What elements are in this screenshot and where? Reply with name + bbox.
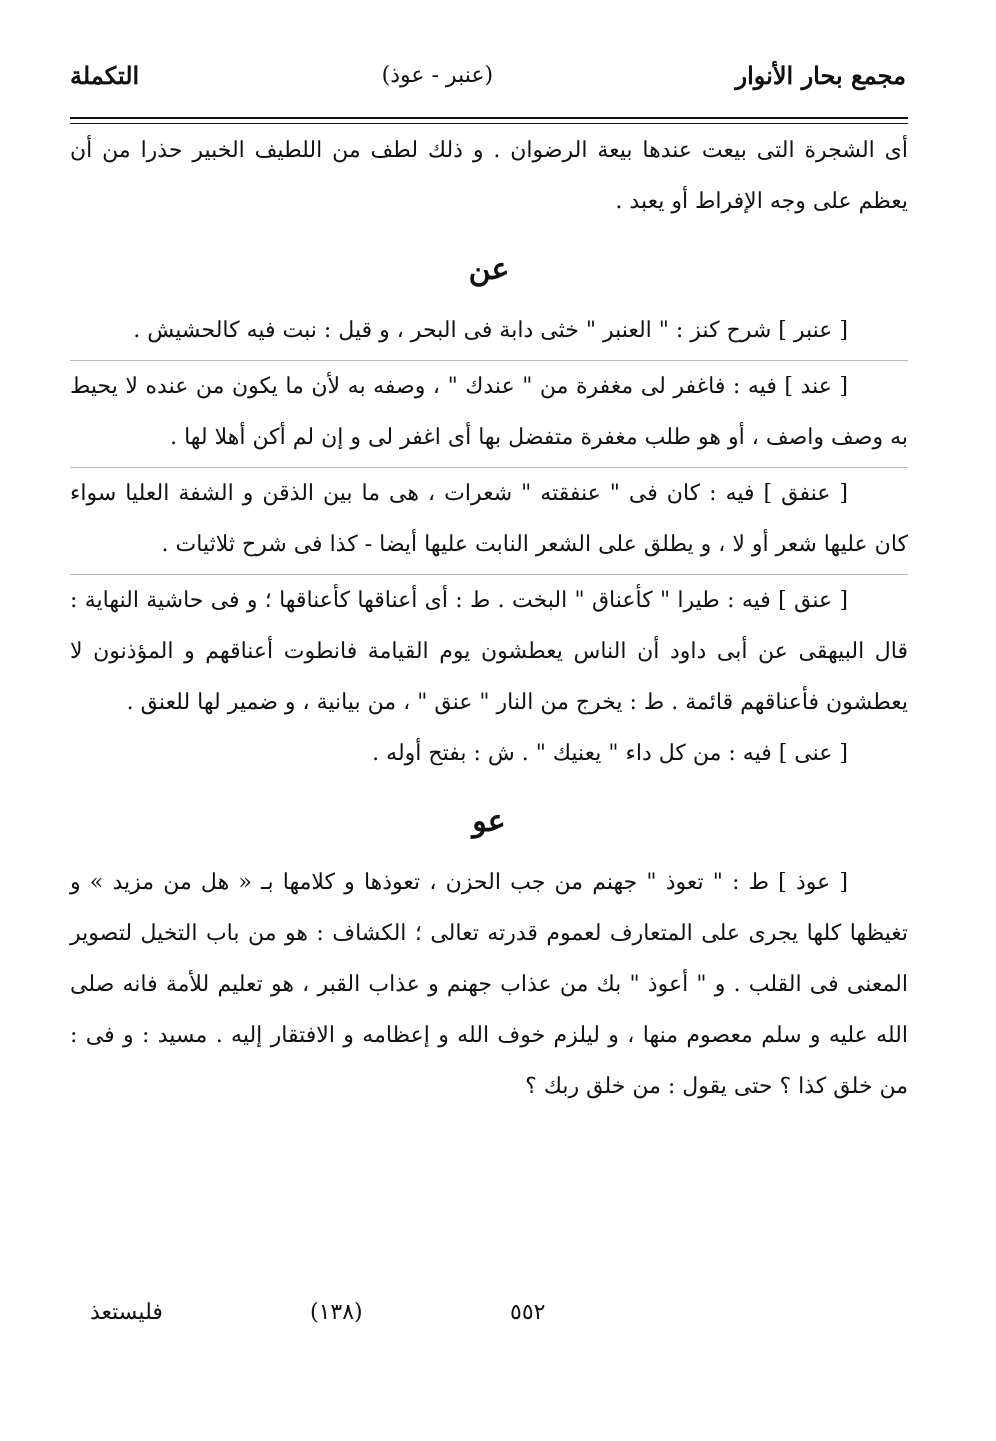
entry-anbar: [ عنبر ] شرح كنز : " العنبر " خثى دابة فى البحر ، و قيل : نبت فيه كالحشيش .	[133, 318, 848, 343]
section-heading-an: عن	[468, 252, 510, 287]
entry-anfaq: [ عنفق ] فيه : كان فى " عنفقته " شعرات ، هى ما بين الذقن و الشفة العليا سواء كان عليها شعر أو لا ، و يطلق على الشعر النابت عليها أيضا - كذا فى شرح ثلاثيات .	[70, 481, 908, 557]
header-volume-title: التكملة	[70, 60, 140, 90]
header-entry-range: (عنبر - عوذ)	[381, 62, 494, 88]
header-book-title: مجمع بحار الأنوار	[735, 60, 906, 90]
entry-awdh: [ عوذ ] ط : " تعوذ " جهنم من جب الحزن ، تعوذها و كلامها بـ « هل من مزيد » و تغيظها كلها يجرى على المتعارف لعموم قدرته تعالى ؛ الكشاف : هو من باب التخيل لتصوير المعنى فى القلب . و " أعوذ " بك من عذاب جهنم و عذاب القبر ، هو تعليم للأمة فانه صلى الله عليه و سلم معصوم منها ، و ليلزم خوف الله و إعظامه و الافتقار إليه . مسيد : و فى : من خلق كذا ؟ حتى يقول : من خلق ربك ؟	[70, 870, 908, 1099]
catchword: فليستعذ	[90, 1300, 163, 1325]
entry-ind: [ عند ] فيه : فاغفر لى مغفرة من " عندك " ، وصفه به لأن ما يكون من عنده لا يحيط به وصف واصف ، أو هو طلب مغفرة متفضل بها أى اغفر لى و إن لم أكن أهلا لها .	[70, 374, 908, 450]
page-footer	[70, 1300, 910, 1340]
volume-number: (١٣٨)	[310, 1300, 363, 1325]
entry-anaq: [ عنق ] فيه : طيرا " كأعناق " البخت . ط : أى أعناقها كأعناقها ؛ و فى حاشية النهاية : قال البيهقى عن أبى داود أن الناس يعطشون يوم القيامة فانطوت أعناقهم و المؤذنون لا يعطشون فأعناقهم قائمة . ط : يخرج من النار " عنق " ، من بيانية ، و ضمير لها للعنق .	[70, 588, 908, 715]
header-rule-thin	[70, 123, 908, 124]
intro-paragraph: أى الشجرة التى بيعت عندها بيعة الرضوان . و ذلك لطف من اللطيف الخبير حذرا من أن يعظم على وجه الإفراط أو يعبد .	[70, 138, 908, 214]
header-rule-thick	[70, 117, 908, 119]
page-number: ٥٥٢	[510, 1300, 546, 1325]
section-heading-aw: عو	[472, 804, 506, 839]
entry-ana: [ عنى ] فيه : من كل داء " يعنيك " . ش : بفتح أوله .	[372, 741, 848, 766]
page-body	[70, 125, 908, 1112]
running-header	[70, 55, 906, 95]
